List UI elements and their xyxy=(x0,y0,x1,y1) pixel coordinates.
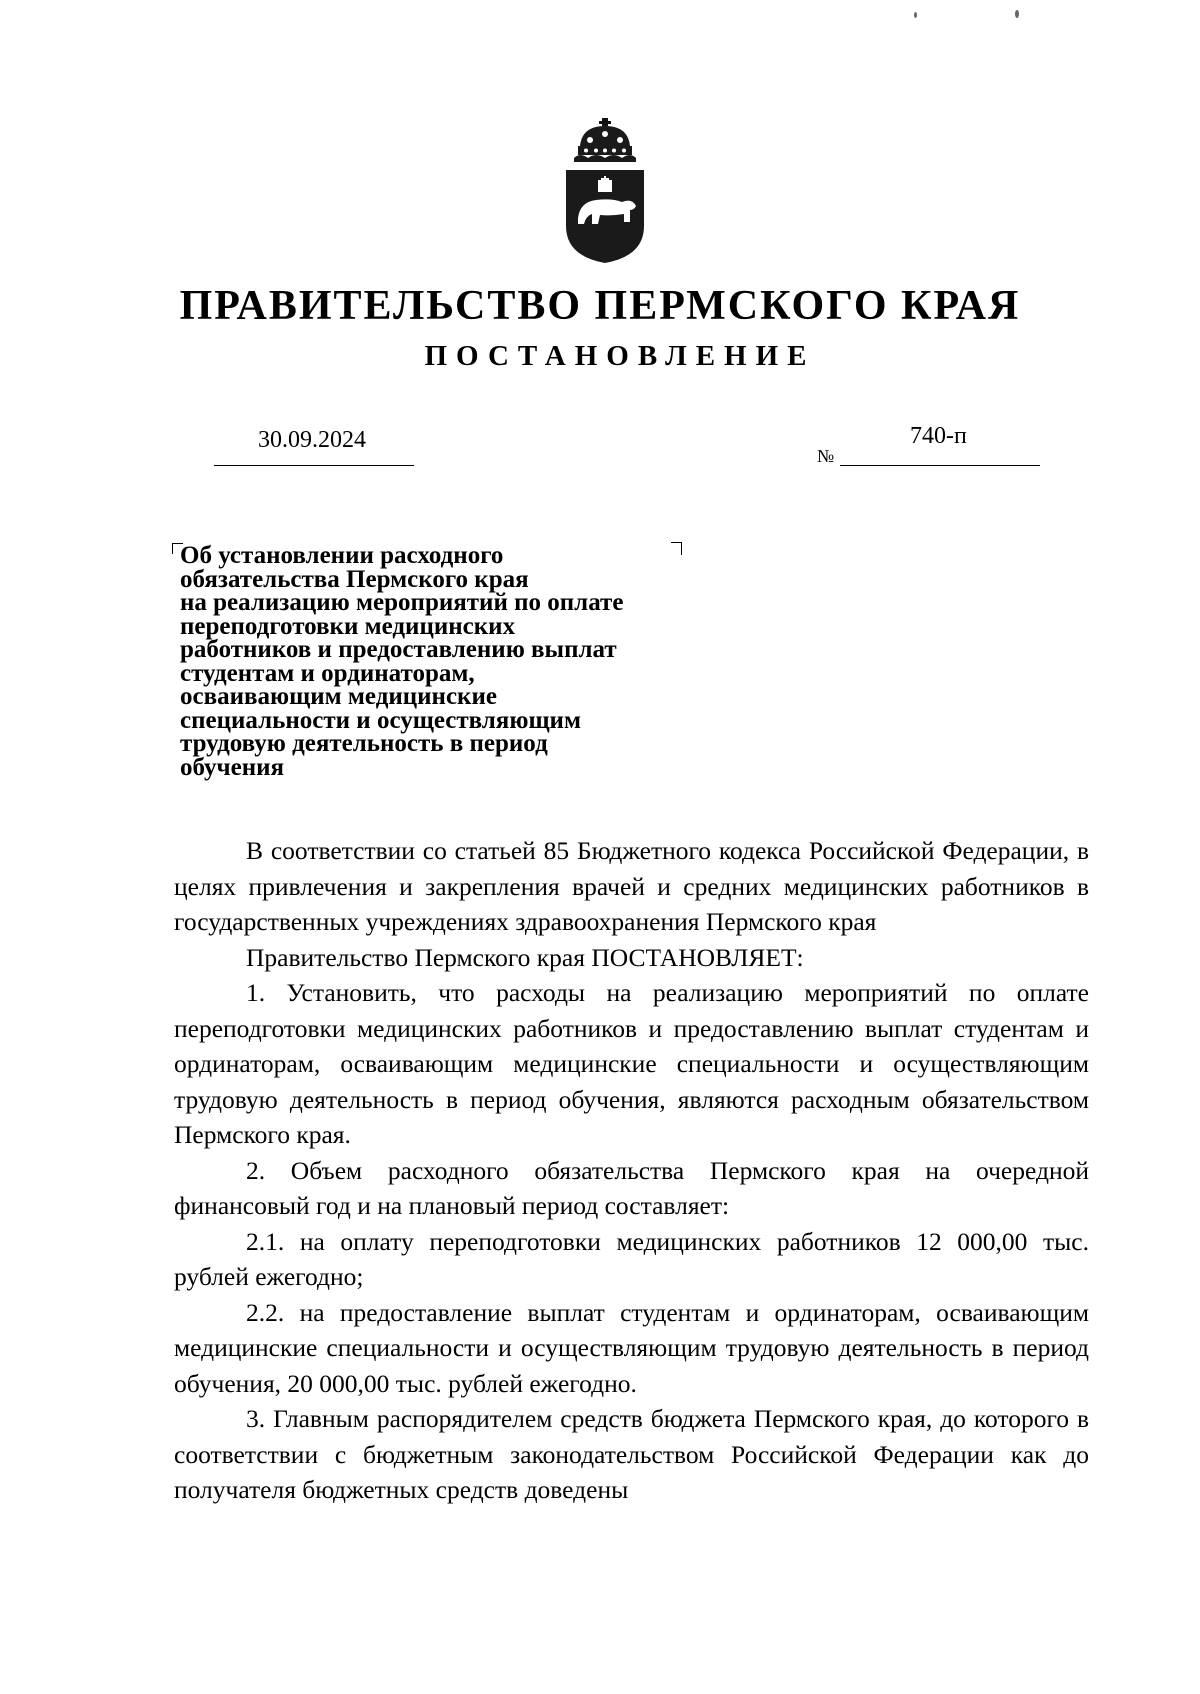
clause-2-1: 2.1. на оплату переподготовки медицинских работников 12 000,00 тыс. рублей ежегодно; xyxy=(174,1226,1089,1291)
subject-line: переподготовки медицинских xyxy=(180,612,516,640)
clause-1: 1. Установить, что расходы на реализацию мероприятий по оплате переподготовки медицинских работников и предоставлению выплат студентам и ординаторам, осваивающим медицинские специальности и осуществляющим трудовую деятельность в период обучения, являются расходным обязательством Пермского края. xyxy=(174,978,1089,1149)
document-body xyxy=(174,833,1089,1508)
clause-2: 2. Объем расходного обязательства Пермского края на очередной финансовый год и на плановый период составляет: xyxy=(174,1155,1089,1220)
subject-line: обязательства Пермского края xyxy=(180,565,529,593)
clause-3: 3. Главным распорядителем средств бюджета Пермского края, до которого в соответствии с бюджетным законодательством Российской Федерации как до получателя бюджетных средств доведены xyxy=(174,1404,1089,1504)
document-number: 740-п xyxy=(910,423,967,449)
date-underline xyxy=(214,465,414,466)
number-label: № xyxy=(817,446,835,466)
number-underline xyxy=(840,465,1040,466)
subject-line: обучения xyxy=(180,753,285,781)
organization-title: ПРАВИТЕЛЬСТВО ПЕРМСКОГО КРАЯ xyxy=(179,283,1021,329)
subject-line: студентам и ординаторам, xyxy=(180,659,475,687)
clause-2-2: 2.2. на предоставление выплат студентам и ординаторам, осваивающим медицинские специальности и осуществляющим трудовую деятельность в период обучения, 20 000,00 тыс. рублей ежегодно. xyxy=(174,1297,1089,1398)
subject-line: трудовую деятельность в период xyxy=(180,730,548,757)
document-type: ПОСТАНОВЛЕНИЕ xyxy=(424,340,816,372)
subject-line: специальности и осуществляющим xyxy=(180,706,581,734)
resolution-paragraph: Правительство Пермского края ПОСТАНОВЛЯЕТ: xyxy=(246,942,804,972)
subject-line: на реализацию мероприятий по оплате xyxy=(180,589,624,616)
perm-krai-coat-of-arms-icon xyxy=(560,118,650,263)
scan-speck xyxy=(914,12,917,18)
subject-block xyxy=(180,544,700,779)
subject-line: Об установлении расходного xyxy=(180,542,504,569)
subject-line: осваивающим медицинские xyxy=(180,683,497,710)
scan-speck xyxy=(1015,10,1019,18)
document-date: 30.09.2024 xyxy=(258,427,366,453)
preamble-paragraph: В соответствии со статьей 85 Бюджетного кодекса Российской Федерации, в целях привлечения и закрепления врачей и средних медицинских работников в государственных учреждениях здравоохранения Пермского края xyxy=(174,836,1089,936)
subject-line: работников и предоставлению выплат xyxy=(180,636,617,663)
